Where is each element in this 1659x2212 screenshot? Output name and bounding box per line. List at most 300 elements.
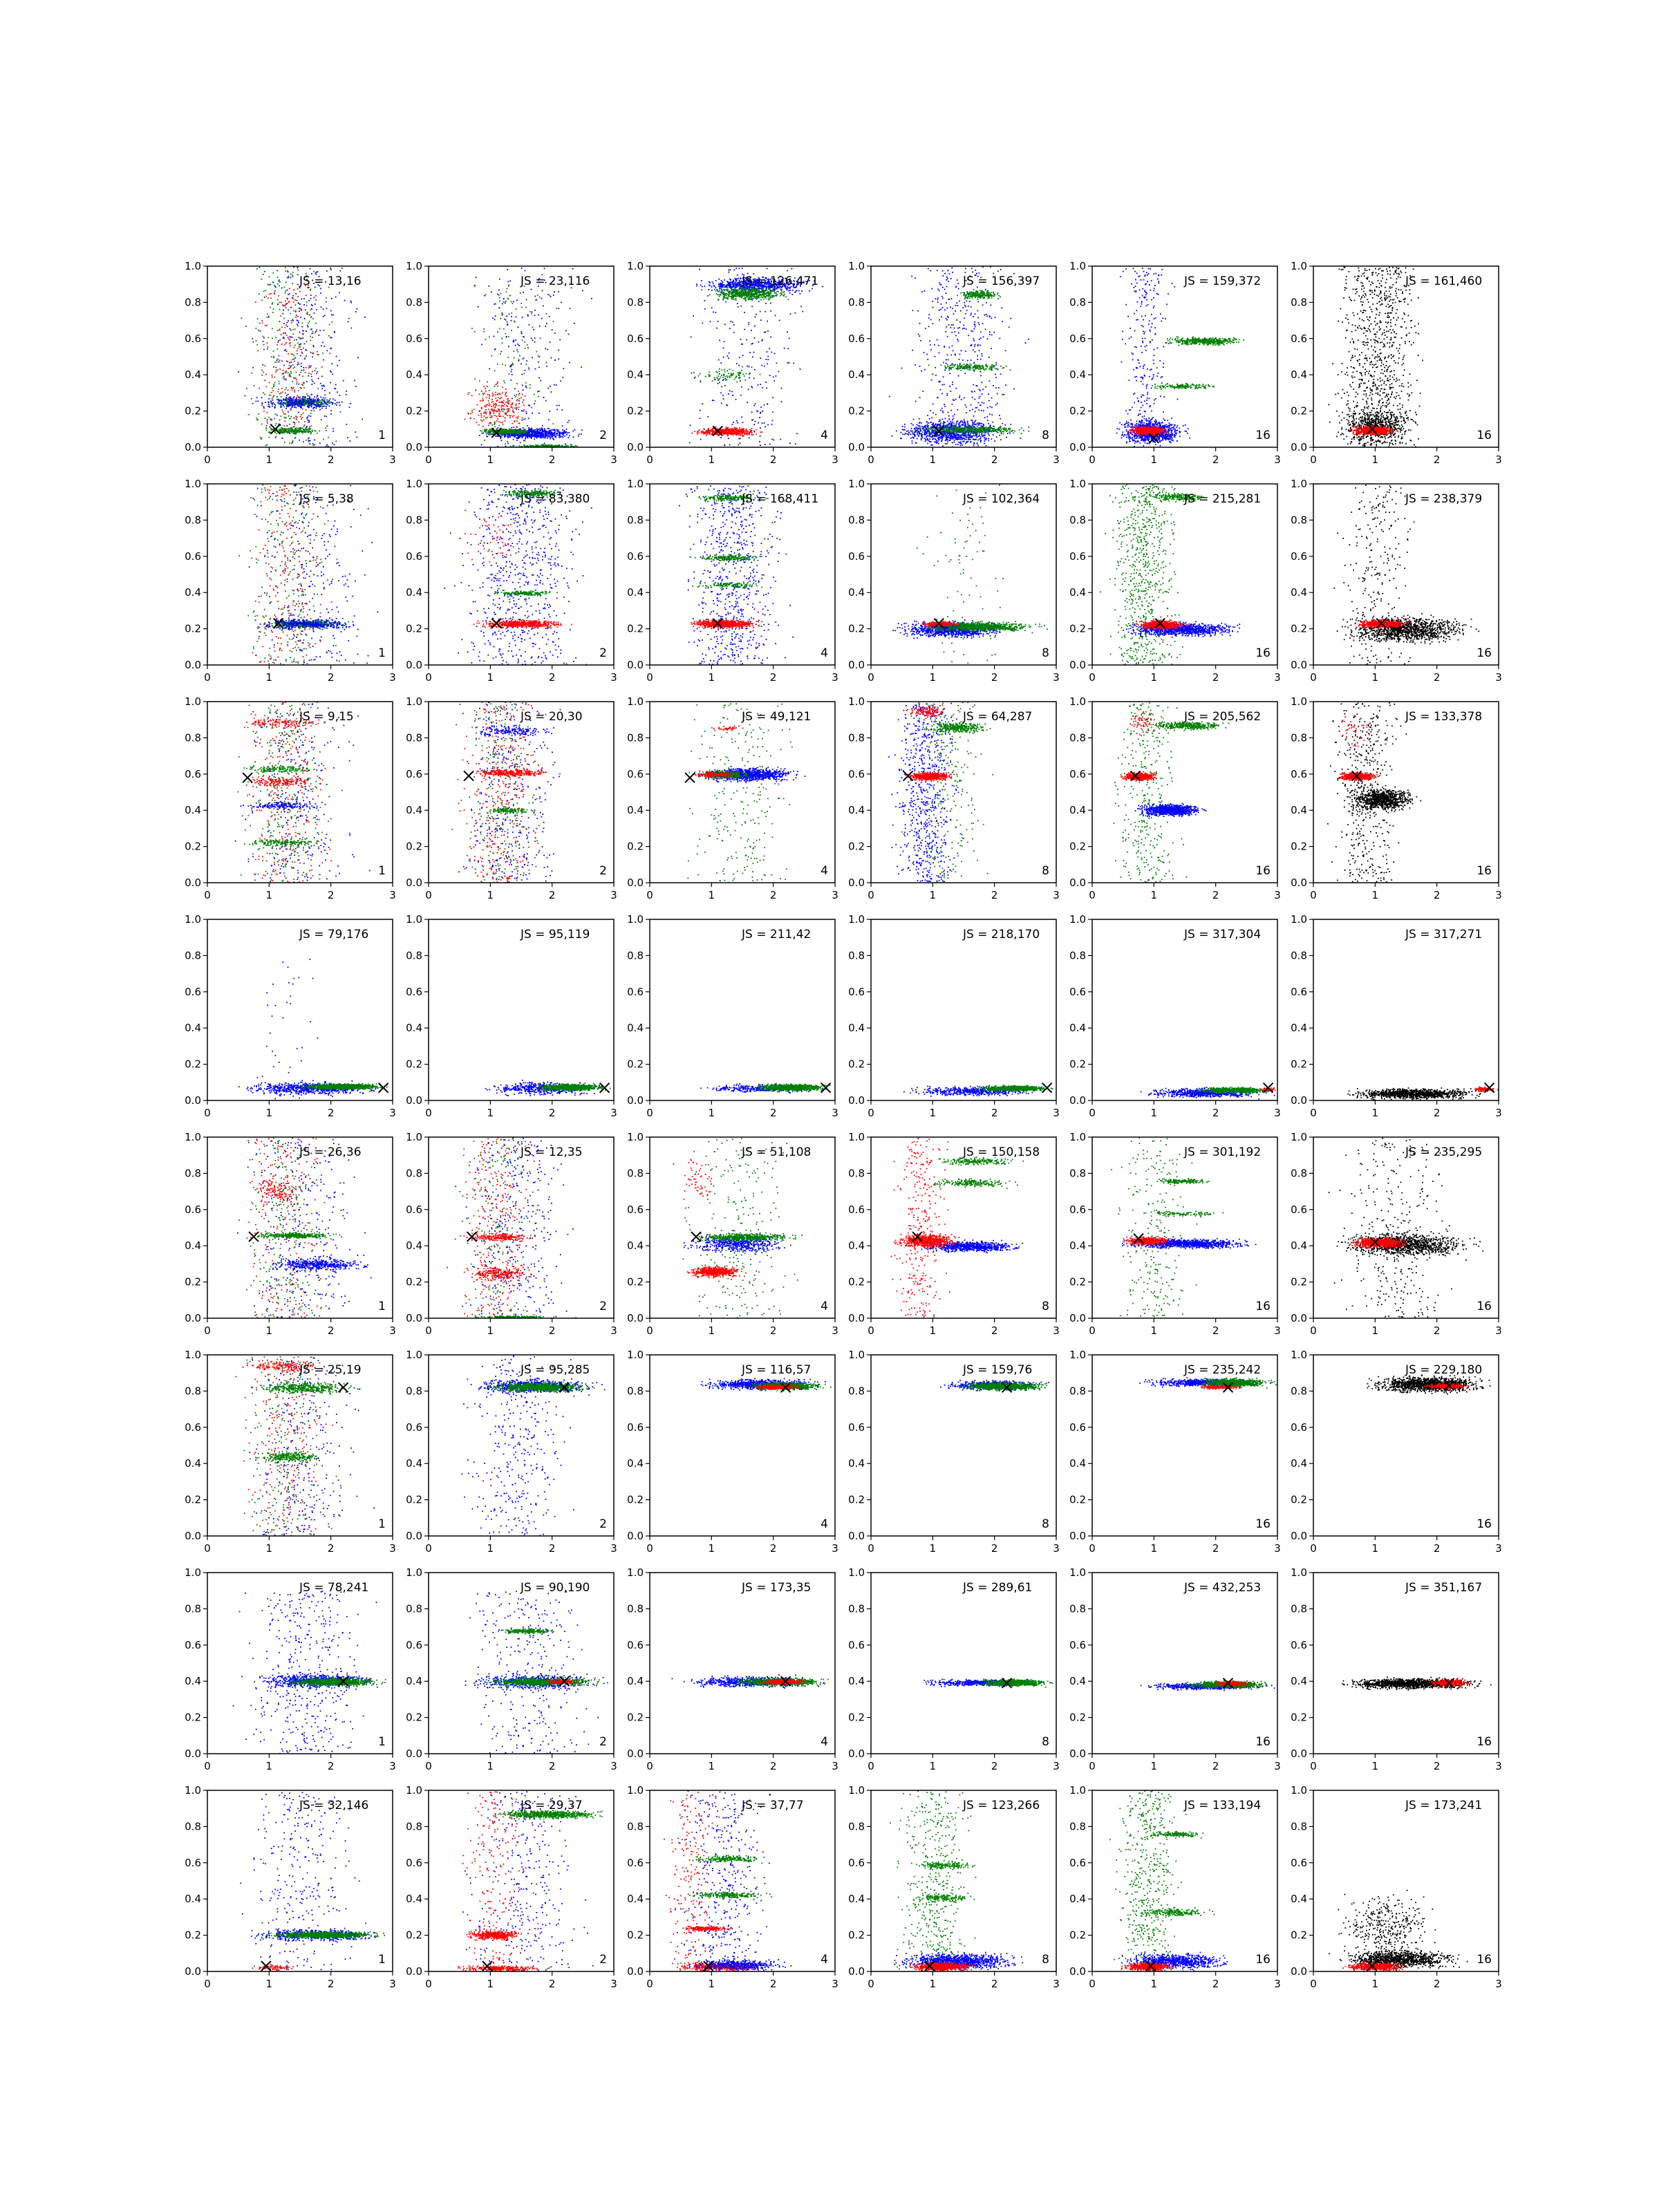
- point: [491, 415, 492, 417]
- point: [291, 322, 292, 324]
- point: [289, 375, 290, 377]
- point: [534, 403, 535, 404]
- point: [503, 411, 504, 412]
- point: [563, 368, 564, 369]
- point: [507, 415, 508, 416]
- point: [773, 440, 774, 441]
- point: [270, 293, 272, 294]
- point: [290, 409, 292, 411]
- point: [753, 377, 755, 379]
- point: [277, 299, 279, 300]
- point: [769, 292, 771, 294]
- point: [721, 403, 722, 404]
- point: [331, 363, 332, 364]
- point: [251, 373, 252, 374]
- point: [293, 431, 294, 433]
- point: [279, 309, 281, 310]
- point: [315, 406, 317, 407]
- point: [501, 409, 503, 411]
- point: [714, 377, 715, 378]
- point: [476, 422, 478, 423]
- point: [292, 406, 293, 408]
- point: [298, 401, 299, 402]
- point: [286, 425, 288, 427]
- scatter-points: [465, 268, 592, 449]
- point: [320, 383, 321, 384]
- point: [741, 297, 742, 299]
- point: [732, 286, 733, 288]
- point: [263, 406, 265, 408]
- point: [528, 418, 529, 419]
- point: [525, 348, 526, 349]
- point: [310, 431, 312, 433]
- point: [527, 446, 528, 447]
- point: [494, 319, 496, 321]
- point: [535, 433, 536, 434]
- point: [312, 331, 314, 332]
- point: [326, 426, 328, 427]
- point: [484, 393, 485, 394]
- point: [758, 295, 760, 297]
- point: [760, 299, 762, 301]
- point: [545, 326, 546, 327]
- point: [302, 433, 303, 434]
- point: [543, 397, 545, 398]
- point: [311, 379, 312, 381]
- scatter-points: [238, 266, 366, 448]
- point: [285, 387, 287, 388]
- point: [297, 362, 299, 363]
- point: [772, 420, 774, 422]
- point: [294, 404, 296, 406]
- point: [474, 378, 476, 379]
- point: [482, 400, 484, 401]
- point: [516, 349, 518, 350]
- point: [499, 431, 500, 433]
- point: [776, 291, 778, 292]
- point: [502, 342, 503, 344]
- point: [505, 435, 506, 436]
- point: [315, 295, 317, 297]
- point: [275, 425, 276, 427]
- point: [725, 297, 727, 299]
- point: [740, 377, 741, 378]
- point: [265, 428, 267, 429]
- point: [489, 394, 490, 395]
- point: [489, 405, 490, 406]
- point: [319, 431, 320, 432]
- point: [542, 425, 543, 427]
- point: [489, 429, 491, 430]
- point: [485, 430, 486, 431]
- point: [497, 364, 498, 365]
- point: [263, 349, 265, 350]
- point: [267, 444, 268, 446]
- point: [768, 294, 769, 296]
- point: [727, 355, 729, 357]
- point: [554, 359, 556, 361]
- point: [732, 375, 733, 376]
- point: [508, 346, 509, 347]
- point: [781, 293, 782, 294]
- point: [308, 404, 310, 405]
- point: [285, 430, 287, 431]
- point: [500, 353, 501, 355]
- point: [517, 438, 518, 439]
- point: [722, 299, 724, 301]
- point: [525, 418, 526, 420]
- point: [264, 365, 265, 366]
- point: [756, 288, 758, 290]
- point: [558, 359, 559, 360]
- point: [528, 429, 529, 431]
- point: [761, 291, 762, 292]
- point: [735, 290, 736, 291]
- point: [284, 327, 285, 328]
- point: [711, 290, 713, 291]
- point: [487, 431, 489, 433]
- point: [285, 371, 287, 373]
- point: [331, 321, 332, 323]
- point: [306, 305, 308, 306]
- point: [489, 423, 490, 424]
- point: [724, 324, 726, 325]
- point: [497, 383, 498, 384]
- point: [574, 429, 576, 431]
- point: [760, 427, 761, 429]
- point: [320, 397, 321, 398]
- point: [522, 418, 523, 419]
- point: [504, 404, 505, 405]
- point: [732, 295, 733, 297]
- point: [754, 297, 756, 299]
- point: [499, 402, 500, 403]
- point: [303, 382, 305, 384]
- point: [297, 350, 298, 352]
- point: [507, 406, 508, 407]
- point: [285, 397, 287, 398]
- point: [282, 431, 283, 433]
- point: [548, 419, 550, 420]
- point: [306, 427, 307, 429]
- point: [265, 325, 266, 326]
- point: [529, 405, 530, 406]
- point: [252, 367, 254, 368]
- point: [701, 280, 702, 281]
- point: [531, 289, 532, 290]
- point: [739, 372, 740, 373]
- point: [727, 281, 728, 282]
- point: [789, 362, 790, 364]
- point: [760, 412, 762, 413]
- point: [791, 294, 793, 295]
- point: [730, 269, 731, 270]
- point: [802, 311, 803, 312]
- point: [297, 399, 299, 400]
- point: [324, 402, 325, 403]
- point: [297, 353, 298, 355]
- point: [297, 274, 299, 276]
- point: [275, 423, 276, 424]
- point: [766, 290, 767, 291]
- point: [541, 318, 543, 319]
- point: [256, 268, 258, 270]
- point: [505, 413, 506, 414]
- point: [544, 268, 545, 269]
- point: [733, 281, 734, 282]
- point: [489, 397, 490, 399]
- point: [292, 319, 294, 320]
- point: [285, 292, 286, 294]
- point: [727, 290, 729, 292]
- point: [556, 308, 557, 309]
- point: [261, 438, 262, 440]
- point: [330, 310, 332, 312]
- point: [534, 337, 536, 339]
- point: [300, 403, 301, 404]
- point: [480, 430, 481, 431]
- point: [521, 307, 523, 308]
- point: [545, 437, 546, 438]
- point: [562, 429, 563, 431]
- point: [284, 442, 285, 443]
- point: [509, 409, 510, 410]
- point: [496, 411, 498, 413]
- point: [330, 269, 332, 270]
- point: [495, 315, 496, 317]
- point: [482, 393, 484, 394]
- point: [789, 292, 791, 294]
- point: [489, 431, 491, 433]
- point: [516, 432, 517, 433]
- point: [522, 394, 523, 395]
- point: [469, 392, 470, 393]
- point: [719, 294, 720, 295]
- point: [752, 343, 753, 344]
- point: [292, 399, 294, 400]
- point: [548, 444, 550, 445]
- point: [480, 420, 482, 421]
- point: [279, 330, 281, 331]
- point: [507, 321, 508, 323]
- point: [290, 366, 292, 367]
- point: [534, 435, 536, 437]
- point: [297, 316, 299, 317]
- point: [513, 301, 514, 302]
- point: [560, 436, 561, 438]
- point: [512, 432, 513, 433]
- point: [547, 433, 549, 435]
- point: [553, 294, 554, 296]
- point: [553, 321, 554, 322]
- point: [729, 377, 731, 378]
- point: [357, 437, 358, 438]
- point: [267, 348, 268, 350]
- point: [775, 315, 776, 317]
- point: [549, 436, 550, 438]
- point: [707, 295, 709, 297]
- point: [277, 391, 279, 393]
- point: [512, 409, 514, 411]
- point: [272, 312, 274, 313]
- point: [719, 339, 720, 341]
- point: [281, 429, 283, 431]
- point: [285, 324, 287, 326]
- point: [551, 357, 552, 359]
- point: [760, 431, 761, 433]
- point: [523, 430, 524, 431]
- point: [263, 274, 264, 275]
- point: [509, 431, 510, 432]
- point: [295, 293, 297, 294]
- point: [301, 366, 302, 367]
- point: [339, 360, 340, 362]
- point: [498, 415, 500, 417]
- point: [729, 353, 730, 354]
- point: [549, 316, 550, 317]
- point: [541, 435, 542, 436]
- point: [718, 291, 720, 292]
- point: [312, 443, 314, 444]
- point: [516, 420, 518, 422]
- point: [294, 361, 295, 362]
- point: [787, 270, 788, 272]
- point: [310, 415, 312, 417]
- point: [556, 405, 558, 406]
- point: [321, 402, 323, 403]
- point: [754, 337, 756, 339]
- point: [700, 373, 701, 375]
- point: [794, 292, 796, 293]
- point: [569, 435, 570, 437]
- point: [514, 421, 515, 422]
- point: [299, 308, 301, 309]
- point: [500, 318, 501, 319]
- point: [744, 375, 745, 377]
- point: [510, 446, 512, 447]
- y-tick-label: 0.0: [406, 441, 422, 453]
- point: [729, 328, 731, 329]
- point: [518, 406, 520, 408]
- point: [757, 292, 758, 293]
- point: [265, 418, 266, 419]
- point: [755, 403, 756, 404]
- point: [288, 368, 289, 369]
- point: [525, 431, 526, 433]
- point: [735, 294, 737, 296]
- point: [289, 362, 290, 364]
- point: [301, 428, 302, 429]
- point: [270, 284, 271, 285]
- point: [341, 268, 343, 269]
- point: [763, 299, 765, 300]
- point: [294, 299, 296, 301]
- point: [283, 425, 285, 427]
- point: [730, 283, 731, 285]
- point: [293, 310, 294, 312]
- point: [523, 409, 525, 411]
- point: [282, 313, 283, 315]
- point: [704, 286, 706, 288]
- point: [511, 316, 512, 317]
- point: [499, 308, 500, 309]
- point: [691, 337, 692, 338]
- point: [274, 431, 276, 433]
- point: [285, 270, 286, 272]
- point: [776, 375, 777, 377]
- point: [272, 403, 273, 404]
- point: [265, 290, 266, 291]
- point: [770, 297, 771, 299]
- point: [582, 290, 583, 292]
- point: [337, 365, 338, 366]
- point: [510, 415, 512, 416]
- point: [306, 403, 307, 404]
- point: [485, 412, 486, 413]
- point: [501, 433, 503, 434]
- point: [538, 433, 539, 435]
- point: [507, 288, 508, 290]
- point: [535, 299, 536, 301]
- point: [292, 297, 293, 299]
- point: [491, 399, 493, 400]
- point: [728, 282, 729, 283]
- point: [794, 312, 796, 314]
- point: [730, 287, 731, 288]
- point: [737, 372, 738, 373]
- point: [310, 366, 311, 368]
- point: [501, 409, 503, 410]
- point: [529, 433, 530, 435]
- point: [278, 430, 279, 431]
- point: [719, 373, 720, 375]
- point: [756, 294, 758, 295]
- point: [766, 292, 767, 294]
- point: [513, 439, 514, 440]
- point: [328, 400, 330, 402]
- point: [505, 394, 506, 395]
- point: [263, 392, 264, 393]
- point: [281, 326, 283, 328]
- point: [506, 291, 507, 292]
- point: [761, 297, 762, 298]
- point: [724, 279, 725, 281]
- point: [523, 336, 524, 337]
- point: [724, 341, 725, 342]
- point: [752, 288, 753, 290]
- point: [513, 350, 514, 352]
- point: [742, 344, 743, 345]
- point: [300, 344, 301, 345]
- point: [515, 396, 516, 397]
- point: [306, 367, 307, 368]
- point: [257, 419, 259, 420]
- point: [508, 285, 509, 286]
- point: [710, 321, 711, 322]
- point: [561, 409, 563, 411]
- point: [562, 437, 563, 438]
- y-tick-label: 0.0: [185, 441, 201, 453]
- point: [504, 409, 505, 411]
- point: [297, 320, 299, 321]
- point: [538, 356, 540, 357]
- point: [709, 285, 711, 286]
- panel-r1-c3: [627, 260, 838, 466]
- point: [756, 297, 758, 298]
- point: [315, 370, 316, 371]
- point: [319, 404, 320, 406]
- point: [263, 344, 265, 346]
